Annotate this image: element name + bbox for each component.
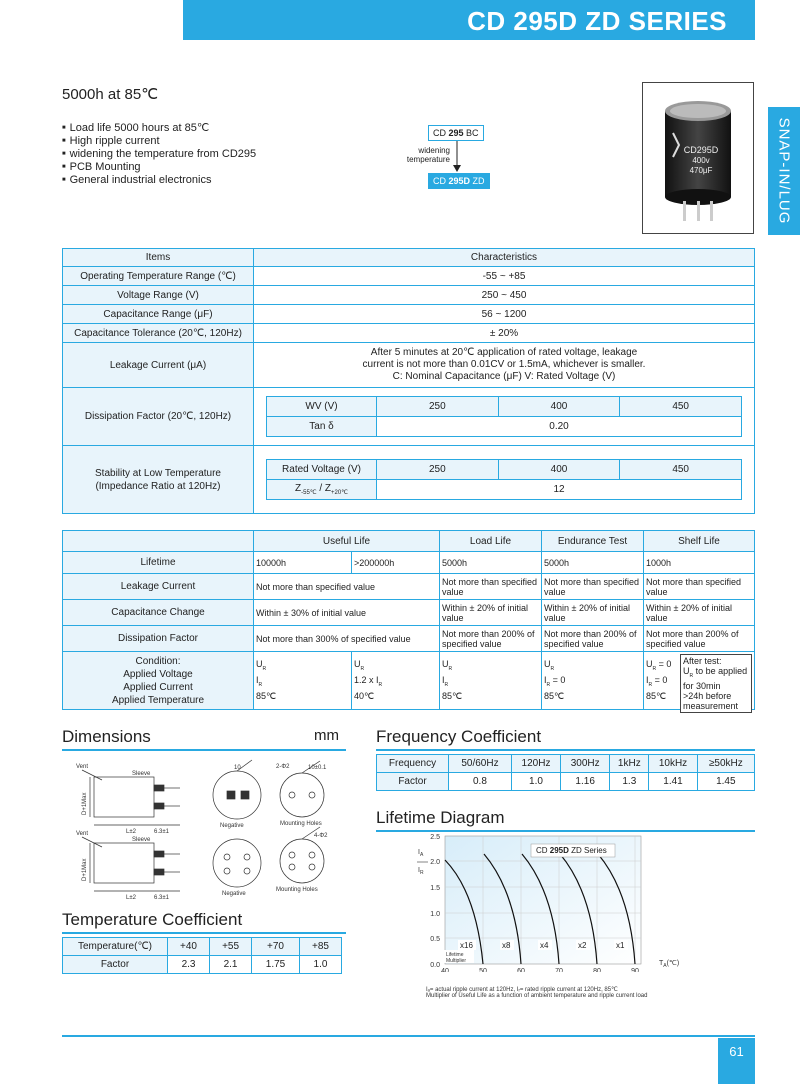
temp-factor: 2.3	[168, 956, 210, 974]
page-number: 61	[718, 1038, 755, 1084]
temp-factor: 1.0	[299, 956, 341, 974]
i-eq: = 0	[652, 675, 668, 685]
freq-row-label: Frequency	[377, 755, 449, 773]
flow-arrow-icon	[452, 141, 462, 173]
life-cell: Not more than 200% of specified value	[440, 626, 542, 652]
u-sub: R	[550, 666, 555, 672]
feature-item: ■ Load life 5000 hours at 85℃	[62, 122, 256, 135]
note-line: >24h before	[683, 690, 732, 701]
multiplier-label: x8	[502, 941, 511, 950]
note-line: After test:	[683, 656, 722, 666]
dim-sleeve: Sleeve	[132, 771, 151, 777]
life-cell: Not more than 200% of specified value	[644, 626, 755, 652]
spec-value: 56 ~ 1200	[254, 305, 755, 324]
life-cell: Not more than specified value	[440, 574, 542, 600]
feature-item: ■ High ripple current	[62, 135, 256, 148]
temp-coef-rule	[62, 932, 346, 934]
spec-value: -55 ~ +85	[254, 267, 755, 286]
condition-label	[63, 652, 254, 710]
flow-from-suffix: BC	[463, 128, 479, 138]
temp: 85℃	[442, 690, 463, 701]
life-head: Useful Life	[254, 531, 440, 552]
temp: 85℃	[256, 690, 277, 701]
u-sym: U	[256, 659, 263, 670]
subtitle: 5000h at 85℃	[62, 86, 159, 103]
u-sym: U	[544, 659, 551, 670]
temp-row-label: Temperature(℃)	[63, 938, 168, 956]
ylabel-top	[418, 849, 424, 858]
temp-factor-label: Factor	[63, 956, 168, 974]
u-sym: U	[354, 659, 361, 670]
cond-load	[440, 652, 542, 710]
dim-mounting-2: Mounting Holes	[276, 887, 318, 893]
life-cell: 5000h	[440, 552, 542, 574]
cond-useful-2	[352, 652, 440, 710]
xlabel-sub: A	[663, 963, 667, 969]
dim-lead-2: 6.3±1	[154, 895, 169, 901]
life-table	[62, 530, 755, 710]
xtick: 70	[555, 968, 563, 972]
temp-factor: 2.1	[210, 956, 252, 974]
dim-dmax-2: D+1Max	[82, 858, 88, 881]
dim-sleeve-2: Sleeve	[132, 837, 151, 843]
note-u-sub: R	[689, 672, 694, 679]
spec-item: Operating Temperature Range (℃)	[63, 267, 254, 286]
cond-line: Applied Voltage	[123, 668, 193, 680]
flow-from-box	[428, 125, 484, 141]
u-sub: R	[652, 666, 657, 672]
ytick: 1.0	[430, 911, 440, 918]
life-cell: 1000h	[644, 552, 755, 574]
u-sym: U	[646, 659, 653, 670]
dim-ten: 10	[234, 765, 241, 771]
multiplier-label: x16	[460, 941, 473, 950]
freq-coef-table	[376, 754, 755, 791]
impedance-ratio: 12	[377, 480, 742, 500]
dimensions-drawing	[62, 755, 346, 903]
temp-value: +40	[168, 938, 210, 956]
temp: 40℃	[354, 690, 375, 701]
life-cell: Not more than 200% of specified value	[542, 626, 644, 652]
u-eq: = 0	[656, 659, 672, 670]
photo-line1: CD295D	[683, 145, 719, 155]
freq-factor: 1.41	[649, 773, 697, 791]
dim-fourphi2: 4-Φ2	[314, 833, 328, 839]
temp-coef-table	[62, 937, 342, 974]
u-sub: R	[262, 666, 267, 672]
i-sym: I	[256, 675, 259, 685]
spec-col-items: Items	[63, 249, 254, 267]
spec-col-characteristics: Characteristics	[254, 249, 755, 267]
feature-item: ■ General industrial electronics	[62, 174, 256, 187]
xlabel	[659, 960, 679, 969]
dim-mounting: Mounting Holes	[280, 821, 322, 827]
multiplier-label: x2	[578, 941, 587, 950]
z-a-sub: -55℃	[301, 490, 317, 496]
ytick: 0.0	[430, 962, 440, 969]
flow-to-box	[428, 173, 490, 189]
ylabel-top-sym: I	[418, 849, 420, 856]
lifetime-multiplier-1: Lifetime	[446, 952, 464, 958]
df-tan-value: 0.20	[377, 417, 742, 437]
temp: 85℃	[544, 690, 565, 701]
u-sym: U	[442, 659, 449, 670]
df-wv-label: WV (V)	[267, 397, 377, 417]
spec-leakage-desc	[254, 343, 755, 388]
freq-value: 10kHz	[649, 755, 697, 773]
dimensions-title: Dimensions	[62, 727, 151, 746]
multiplier-label: x1	[616, 941, 625, 950]
feature-list	[62, 122, 256, 187]
note-line: for 30min	[683, 680, 721, 691]
life-cell: Within ± 20% of initial value	[542, 600, 644, 626]
spec-item-df: Dissipation Factor (20℃, 120Hz)	[63, 388, 254, 446]
xlabel-sym: T	[659, 960, 664, 967]
ylabel-top-sub: A	[419, 852, 424, 858]
freq-value: 50/60Hz	[449, 755, 512, 773]
freq-value: 300Hz	[561, 755, 610, 773]
freq-coef-rule	[376, 749, 755, 751]
dim-negative-2: Negative	[222, 891, 246, 897]
flow-arrow-text-2: temperature	[406, 155, 450, 164]
ylabel-bot-sym: I	[418, 867, 420, 874]
freq-value: 120Hz	[511, 755, 560, 773]
freq-factor: 0.8	[449, 773, 512, 791]
dim-vent-2: Vent	[76, 831, 89, 837]
life-cell: Not more than specified value	[644, 574, 755, 600]
life-cell: 5000h	[542, 552, 644, 574]
footer-rule	[62, 1035, 755, 1037]
rv-value: 450	[620, 460, 742, 480]
life-row-label: Dissipation Factor	[63, 626, 254, 652]
xtick: 80	[593, 968, 601, 972]
flow-from-bold: 295	[448, 128, 464, 138]
stability-label-2: (Impedance Ratio at 120Hz)	[95, 480, 221, 492]
spec-stability-cell	[254, 446, 755, 514]
cond-line: Applied Current	[123, 681, 193, 693]
i-sub: R	[258, 681, 263, 688]
ytick: 1.5	[430, 885, 440, 892]
xtick: 40	[441, 968, 449, 972]
lifetime-multiplier-2: Multiplier	[446, 958, 467, 964]
dim-twophi2: 2-Φ2	[276, 764, 290, 770]
series-suffix: ZD Series	[568, 846, 607, 855]
note-line: to be applied	[693, 666, 748, 676]
flow-arrow-text-1: widening	[418, 146, 450, 155]
stability-table	[266, 459, 742, 500]
df-wv: 250	[377, 397, 499, 417]
cond-shelf	[644, 652, 755, 710]
xtick: 60	[517, 968, 525, 972]
i-sub: R	[648, 681, 653, 688]
spec-table	[62, 248, 755, 514]
cond-endurance	[542, 652, 644, 710]
cond-line: Applied Temperature	[111, 694, 205, 706]
feature-item: ■ widening the temperature from CD295	[62, 148, 256, 161]
dim-l: L±2	[126, 829, 136, 835]
temp: 85℃	[646, 690, 667, 701]
note-u: U	[683, 666, 690, 676]
spec-item-leakage: Leakage Current (μA)	[63, 343, 254, 388]
u-sub: R	[448, 666, 453, 672]
freq-factor: 1.45	[697, 773, 754, 791]
flow-from-prefix: CD	[433, 128, 449, 138]
life-cell: Not more than specified value	[542, 574, 644, 600]
life-cell: Within ± 30% of initial value	[254, 600, 440, 626]
impedance-label	[267, 480, 377, 500]
flow-arrow-label	[400, 146, 450, 164]
feature-item: ■ PCB Mounting	[62, 161, 256, 174]
i-sub: R	[444, 681, 449, 688]
leakage-line1: After 5 minutes at 20℃ application of rated voltage, leakage	[370, 347, 638, 358]
life-cell: >200000h	[352, 552, 440, 574]
dim-negative: Negative	[220, 823, 244, 829]
life-cell: 10000h	[254, 552, 352, 574]
freq-factor: 1.16	[561, 773, 610, 791]
life-head: Shelf Life	[644, 531, 755, 552]
xtick: 50	[479, 968, 487, 972]
life-cell: Within ± 20% of initial value	[644, 600, 755, 626]
z-b: / Z	[316, 483, 332, 494]
i-sub: R	[546, 681, 551, 688]
photo-line3: 470μF	[689, 166, 713, 175]
i-eq: = 0	[550, 675, 566, 685]
lifetime-diagram-title: Lifetime Diagram	[376, 808, 505, 827]
spec-df-cell	[254, 388, 755, 446]
life-cell: Not more than specified value	[254, 574, 440, 600]
xtick: 90	[631, 968, 639, 972]
temp-factor: 1.75	[252, 956, 300, 974]
dimensions-unit: mm	[314, 727, 339, 744]
life-row-label: Lifetime	[63, 552, 254, 574]
capacitor-image	[643, 83, 753, 233]
spec-item: Voltage Range (V)	[63, 286, 254, 305]
series-label	[536, 846, 607, 855]
series-bold: 295D	[549, 846, 569, 855]
diagram-note-2: Multiplier of Useful Life as a function of ambient temperature and ripple current load	[426, 993, 648, 999]
life-row-label: Capacitance Change	[63, 600, 254, 626]
ytick: 2.0	[430, 859, 440, 866]
ytick: 2.5	[430, 834, 440, 841]
spec-value: ± 20%	[254, 324, 755, 343]
rv-label: Rated Voltage (V)	[267, 460, 377, 480]
flow-to-prefix: CD	[433, 176, 449, 186]
after-test-note	[680, 654, 752, 713]
series-prefix: CD	[536, 846, 550, 855]
i-sym: 1.2 x I	[354, 675, 379, 685]
side-tab-label: SNAP-IN/LUG	[775, 117, 793, 225]
i-sym: I	[442, 675, 445, 685]
freq-value: 1kHz	[610, 755, 649, 773]
flow-to-bold: 295D	[448, 176, 471, 186]
freq-factor-label: Factor	[377, 773, 449, 791]
life-row-label: Leakage Current	[63, 574, 254, 600]
freq-value: ≥50kHz	[697, 755, 754, 773]
df-wv: 450	[620, 397, 742, 417]
spec-item: Capacitance Tolerance (20℃, 120Hz)	[63, 324, 254, 343]
dim-l-2: L±2	[126, 895, 136, 901]
note-line: measurement	[683, 700, 739, 711]
df-tan-label: Tan δ	[267, 417, 377, 437]
spec-value: 250 ~ 450	[254, 286, 755, 305]
i-sym: I	[544, 675, 547, 685]
temp-value: +85	[299, 938, 341, 956]
cond-useful-1	[254, 652, 352, 710]
dim-lead: 6.3±1	[154, 829, 169, 835]
z-b-sub: +20℃	[331, 490, 348, 496]
life-corner	[63, 531, 254, 552]
photo-line2: 400v	[692, 156, 710, 165]
life-cell: Not more than 300% of specified value	[254, 626, 440, 652]
life-cell: Within ± 20% of initial value	[440, 600, 542, 626]
freq-factor: 1.0	[511, 773, 560, 791]
lifetime-diagram	[376, 832, 755, 972]
dim-vent: Vent	[76, 764, 89, 770]
ylabel-bottom	[418, 867, 424, 876]
ytick: 0.5	[430, 936, 440, 943]
df-wv: 400	[498, 397, 620, 417]
ylabel-bot-sub: R	[419, 870, 424, 876]
spec-item-stability	[63, 446, 254, 514]
flow-to-suffix: ZD	[470, 176, 485, 186]
leakage-line3: C: Nominal Capacitance (μF) V: Rated Voltage (V)	[392, 371, 616, 382]
temp-value: +70	[252, 938, 300, 956]
series-title: CD 295D ZD SERIES	[183, 0, 755, 40]
dim-dmax: D+1Max	[82, 792, 88, 815]
rv-value: 400	[498, 460, 620, 480]
z-a: Z	[295, 483, 302, 494]
df-table	[266, 396, 742, 437]
leakage-line2: current is not more than 0.01CV or 1.5mA, whichever is smaller.	[362, 359, 646, 370]
dimensions-rule	[62, 749, 346, 751]
xlabel-unit: (℃)	[666, 960, 680, 967]
rv-value: 250	[377, 460, 499, 480]
temp-coef-title: Temperature Coefficient	[62, 910, 243, 929]
u-sub: R	[360, 666, 365, 672]
product-photo	[642, 82, 754, 234]
side-tab	[768, 107, 800, 235]
stability-label-1: Stability at Low Temperature	[95, 467, 221, 479]
multiplier-label: x4	[540, 941, 549, 950]
diagram-note-1: Iₐ= actual ripple current at 120Hz, Iᵣ= rated ripple current at 120Hz, 85℃	[426, 987, 618, 993]
life-head: Load Life	[440, 531, 542, 552]
dim-tenpm: 10±0.1	[308, 765, 327, 771]
i-sym: I	[646, 675, 649, 685]
i-sub: R	[378, 681, 383, 688]
cond-line: Condition:	[135, 655, 181, 667]
freq-factor: 1.3	[610, 773, 649, 791]
freq-coef-title: Frequency Coefficient	[376, 727, 542, 746]
spec-item: Capacitance Range (μF)	[63, 305, 254, 324]
temp-value: +55	[210, 938, 252, 956]
life-head: Endurance Test	[542, 531, 644, 552]
